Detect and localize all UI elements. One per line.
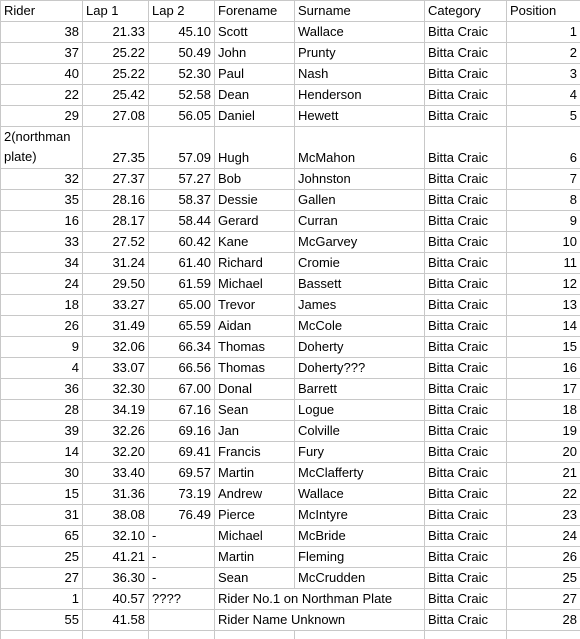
lap1-cell: 25.22	[83, 43, 149, 64]
category-cell: Bitta Craic	[425, 526, 507, 547]
surname-cell: Doherty	[295, 337, 425, 358]
lap1-cell: 32.26	[83, 421, 149, 442]
category-cell: Bitta Craic	[425, 232, 507, 253]
forename-cell: Paul	[215, 64, 295, 85]
category-cell: Bitta Craic	[425, 337, 507, 358]
category-cell: Bitta Craic	[425, 547, 507, 568]
surname-cell: Prunty	[295, 43, 425, 64]
table-row	[1, 190, 580, 211]
lap2-cell	[149, 610, 215, 631]
surname-cell: McCrudden	[295, 568, 425, 589]
lap1-cell: 38.08	[83, 505, 149, 526]
rider-cell: 9	[1, 337, 83, 358]
surname-cell: McBride	[295, 526, 425, 547]
position-cell: 12	[507, 274, 580, 295]
lap2-cell: -	[149, 547, 215, 568]
surname-cell: Wallace	[295, 22, 425, 43]
category-cell: Bitta Craic	[425, 421, 507, 442]
category-cell: Bitta Craic	[425, 463, 507, 484]
lap1-cell: 31.49	[83, 316, 149, 337]
surname-cell: Hewett	[295, 106, 425, 127]
header-rider: Rider	[1, 1, 83, 22]
position-cell: 11	[507, 253, 580, 274]
header-surname: Surname	[295, 1, 425, 22]
forename-cell: Richard	[215, 253, 295, 274]
category-cell: Bitta Craic	[425, 274, 507, 295]
forename-cell: Andrew	[215, 484, 295, 505]
lap2-cell: 69.57	[149, 463, 215, 484]
surname-cell: Doherty???	[295, 358, 425, 379]
rider-cell: 2(northman plate)	[1, 127, 83, 169]
table-row	[1, 400, 580, 421]
surname-cell: Cromie	[295, 253, 425, 274]
lap1-cell: 25.22	[83, 64, 149, 85]
table-row	[1, 295, 580, 316]
header-forename: Forename	[215, 1, 295, 22]
rider-cell: 40	[1, 64, 83, 85]
position-cell: 4	[507, 85, 580, 106]
forename-cell: Dessie	[215, 190, 295, 211]
surname-cell: Logue	[295, 400, 425, 421]
lap2-cell: 67.00	[149, 379, 215, 400]
table-row	[1, 505, 580, 526]
table-row	[1, 463, 580, 484]
rider-cell: 34	[1, 253, 83, 274]
position-cell: 17	[507, 379, 580, 400]
header-category: Category	[425, 1, 507, 22]
surname-cell: Fleming	[295, 547, 425, 568]
category-cell: Bitta Craic	[425, 568, 507, 589]
lap2-cell: 45.10	[149, 22, 215, 43]
position-cell: 9	[507, 211, 580, 232]
category-cell: Bitta Craic	[425, 106, 507, 127]
lap1-cell: 33.07	[83, 358, 149, 379]
lap2-cell: 66.34	[149, 337, 215, 358]
rider-cell: 18	[1, 295, 83, 316]
position-cell: 25	[507, 568, 580, 589]
lap1-cell: 40.57	[83, 589, 149, 610]
position-cell: 1	[507, 22, 580, 43]
rider-cell: 24	[1, 274, 83, 295]
category-cell: Bitta Craic	[425, 211, 507, 232]
table-row	[1, 43, 580, 64]
rider-cell: 38	[1, 22, 83, 43]
forename-cell: Francis	[215, 442, 295, 463]
table-row	[1, 316, 580, 337]
header-lap2: Lap 2	[149, 1, 215, 22]
lap2-cell: 61.40	[149, 253, 215, 274]
surname-cell: Nash	[295, 64, 425, 85]
lap1-cell: 21.33	[83, 22, 149, 43]
table-row	[1, 232, 580, 253]
category-cell: Bitta Craic	[425, 22, 507, 43]
category-cell: Bitta Craic	[425, 610, 507, 631]
lap1-cell: 33.27	[83, 295, 149, 316]
forename-cell: Sean	[215, 400, 295, 421]
forename-cell: Sean	[215, 568, 295, 589]
surname-cell: Bassett	[295, 274, 425, 295]
category-cell: Bitta Craic	[425, 505, 507, 526]
category-cell: Bitta Craic	[425, 442, 507, 463]
surname-cell: Colville	[295, 421, 425, 442]
surname-cell: Johnston	[295, 169, 425, 190]
lap1-cell: 34.19	[83, 400, 149, 421]
lap2-cell: 76.49	[149, 505, 215, 526]
table-row	[1, 547, 580, 568]
header-position: Position	[507, 1, 580, 22]
position-cell: 13	[507, 295, 580, 316]
surname-cell: Curran	[295, 211, 425, 232]
lap1-cell: 27.35	[83, 127, 149, 169]
table-row	[1, 64, 580, 85]
category-cell: Bitta Craic	[425, 379, 507, 400]
lap2-cell: 58.37	[149, 190, 215, 211]
lap2-cell: -	[149, 568, 215, 589]
forename-cell: Gerard	[215, 211, 295, 232]
position-cell: 19	[507, 421, 580, 442]
surname-cell: Gallen	[295, 190, 425, 211]
rider-cell: 4	[1, 358, 83, 379]
table-row	[1, 610, 580, 631]
rider-cell: 22	[1, 85, 83, 106]
lap2-cell: ????	[149, 589, 215, 610]
rider-cell: 15	[1, 484, 83, 505]
surname-cell: McClafferty	[295, 463, 425, 484]
table-row	[1, 253, 580, 274]
position-cell: 15	[507, 337, 580, 358]
category-cell: Bitta Craic	[425, 85, 507, 106]
rider-cell: 16	[1, 211, 83, 232]
surname-cell: McCole	[295, 316, 425, 337]
position-cell: 16	[507, 358, 580, 379]
position-cell: 14	[507, 316, 580, 337]
position-cell: 5	[507, 106, 580, 127]
lap2-cell: 69.16	[149, 421, 215, 442]
table-row	[1, 589, 580, 610]
lap2-cell: 65.00	[149, 295, 215, 316]
table-row	[1, 379, 580, 400]
forename-cell: Martin	[215, 547, 295, 568]
lap1-cell: 36.30	[83, 568, 149, 589]
table-row	[1, 442, 580, 463]
table-row	[1, 568, 580, 589]
category-cell: Bitta Craic	[425, 190, 507, 211]
forename-cell: Daniel	[215, 106, 295, 127]
forename-cell: Pierce	[215, 505, 295, 526]
lap2-cell: 66.56	[149, 358, 215, 379]
surname-cell: Henderson	[295, 85, 425, 106]
table-row	[1, 421, 580, 442]
lap1-cell: 41.21	[83, 547, 149, 568]
table-row	[1, 526, 580, 547]
rider-cell: 25	[1, 547, 83, 568]
note-cell: Rider Name Unknown	[215, 610, 425, 631]
forename-cell: Aidan	[215, 316, 295, 337]
forename-cell: Thomas	[215, 337, 295, 358]
header-row	[1, 1, 580, 22]
forename-cell: Kane	[215, 232, 295, 253]
rider-cell: 26	[1, 316, 83, 337]
forename-cell: Martin	[215, 463, 295, 484]
position-cell: 3	[507, 64, 580, 85]
category-cell: Bitta Craic	[425, 589, 507, 610]
lap2-cell: 73.19	[149, 484, 215, 505]
surname-cell: Barrett	[295, 379, 425, 400]
category-cell: Bitta Craic	[425, 295, 507, 316]
lap1-cell: 27.08	[83, 106, 149, 127]
rider-cell: 27	[1, 568, 83, 589]
rider-cell: 28	[1, 400, 83, 421]
lap1-cell: 33.40	[83, 463, 149, 484]
forename-cell: Jan	[215, 421, 295, 442]
forename-cell: Hugh	[215, 127, 295, 169]
position-cell: 26	[507, 547, 580, 568]
surname-cell: McMahon	[295, 127, 425, 169]
forename-cell: Scott	[215, 22, 295, 43]
lap1-cell: 31.36	[83, 484, 149, 505]
rider-cell: 55	[1, 610, 83, 631]
lap1-cell: 28.17	[83, 211, 149, 232]
lap1-cell: 31.24	[83, 253, 149, 274]
rider-cell: 31	[1, 505, 83, 526]
position-cell: 24	[507, 526, 580, 547]
category-cell: Bitta Craic	[425, 64, 507, 85]
table-row	[1, 274, 580, 295]
note-cell: Rider No.1 on Northman Plate	[215, 589, 425, 610]
lap1-cell: 27.37	[83, 169, 149, 190]
lap2-cell: 61.59	[149, 274, 215, 295]
rider-cell: 37	[1, 43, 83, 64]
lap1-cell: 27.52	[83, 232, 149, 253]
lap2-cell: 56.05	[149, 106, 215, 127]
table-row	[1, 127, 580, 169]
table-row	[1, 85, 580, 106]
lap2-cell: 67.16	[149, 400, 215, 421]
rider-cell: 29	[1, 106, 83, 127]
rider-cell: 32	[1, 169, 83, 190]
surname-cell: Wallace	[295, 484, 425, 505]
lap2-cell: 52.30	[149, 64, 215, 85]
table-row	[1, 106, 580, 127]
forename-cell: John	[215, 43, 295, 64]
lap1-cell: 41.58	[83, 610, 149, 631]
position-cell: 7	[507, 169, 580, 190]
rider-cell: 36	[1, 379, 83, 400]
table-row	[1, 337, 580, 358]
position-cell: 28	[507, 610, 580, 631]
forename-cell: Michael	[215, 526, 295, 547]
table-row	[1, 484, 580, 505]
lap2-cell: 57.27	[149, 169, 215, 190]
category-cell: Bitta Craic	[425, 484, 507, 505]
lap1-cell: 25.42	[83, 85, 149, 106]
category-cell: Bitta Craic	[425, 253, 507, 274]
lap2-cell: 69.41	[149, 442, 215, 463]
surname-cell: McIntyre	[295, 505, 425, 526]
position-cell: 10	[507, 232, 580, 253]
position-cell: 21	[507, 463, 580, 484]
forename-cell: Bob	[215, 169, 295, 190]
lap1-cell: 32.10	[83, 526, 149, 547]
lap1-cell: 32.30	[83, 379, 149, 400]
table-row	[1, 358, 580, 379]
position-cell: 2	[507, 43, 580, 64]
category-cell: Bitta Craic	[425, 358, 507, 379]
surname-cell: James	[295, 295, 425, 316]
lap1-cell: 28.16	[83, 190, 149, 211]
lap2-cell: 65.59	[149, 316, 215, 337]
position-cell: 23	[507, 505, 580, 526]
surname-cell: Fury	[295, 442, 425, 463]
category-cell: Bitta Craic	[425, 400, 507, 421]
category-cell: Bitta Craic	[425, 43, 507, 64]
rider-cell: 35	[1, 190, 83, 211]
position-cell: 18	[507, 400, 580, 421]
forename-cell: Trevor	[215, 295, 295, 316]
lap2-cell: 50.49	[149, 43, 215, 64]
surname-cell: McGarvey	[295, 232, 425, 253]
rider-cell: 14	[1, 442, 83, 463]
category-cell: Bitta Craic	[425, 169, 507, 190]
forename-cell: Michael	[215, 274, 295, 295]
lap2-cell: 52.58	[149, 85, 215, 106]
position-cell: 8	[507, 190, 580, 211]
lap2-cell: 57.09	[149, 127, 215, 169]
rider-cell: 33	[1, 232, 83, 253]
position-cell: 22	[507, 484, 580, 505]
table-row	[1, 22, 580, 43]
rider-cell: 39	[1, 421, 83, 442]
rider-cell: 65	[1, 526, 83, 547]
category-cell: Bitta Craic	[425, 127, 507, 169]
category-cell: Bitta Craic	[425, 316, 507, 337]
position-cell: 20	[507, 442, 580, 463]
forename-cell: Thomas	[215, 358, 295, 379]
lap2-cell: 58.44	[149, 211, 215, 232]
lap1-cell: 32.20	[83, 442, 149, 463]
rider-cell: 1	[1, 589, 83, 610]
lap1-cell: 32.06	[83, 337, 149, 358]
lap2-cell: 60.42	[149, 232, 215, 253]
forename-cell: Dean	[215, 85, 295, 106]
forename-cell: Donal	[215, 379, 295, 400]
position-cell: 27	[507, 589, 580, 610]
rider-cell: 30	[1, 463, 83, 484]
table-row	[1, 169, 580, 190]
lap1-cell: 29.50	[83, 274, 149, 295]
header-lap1: Lap 1	[83, 1, 149, 22]
lap2-cell: -	[149, 526, 215, 547]
position-cell: 6	[507, 127, 580, 169]
table-row	[1, 211, 580, 232]
